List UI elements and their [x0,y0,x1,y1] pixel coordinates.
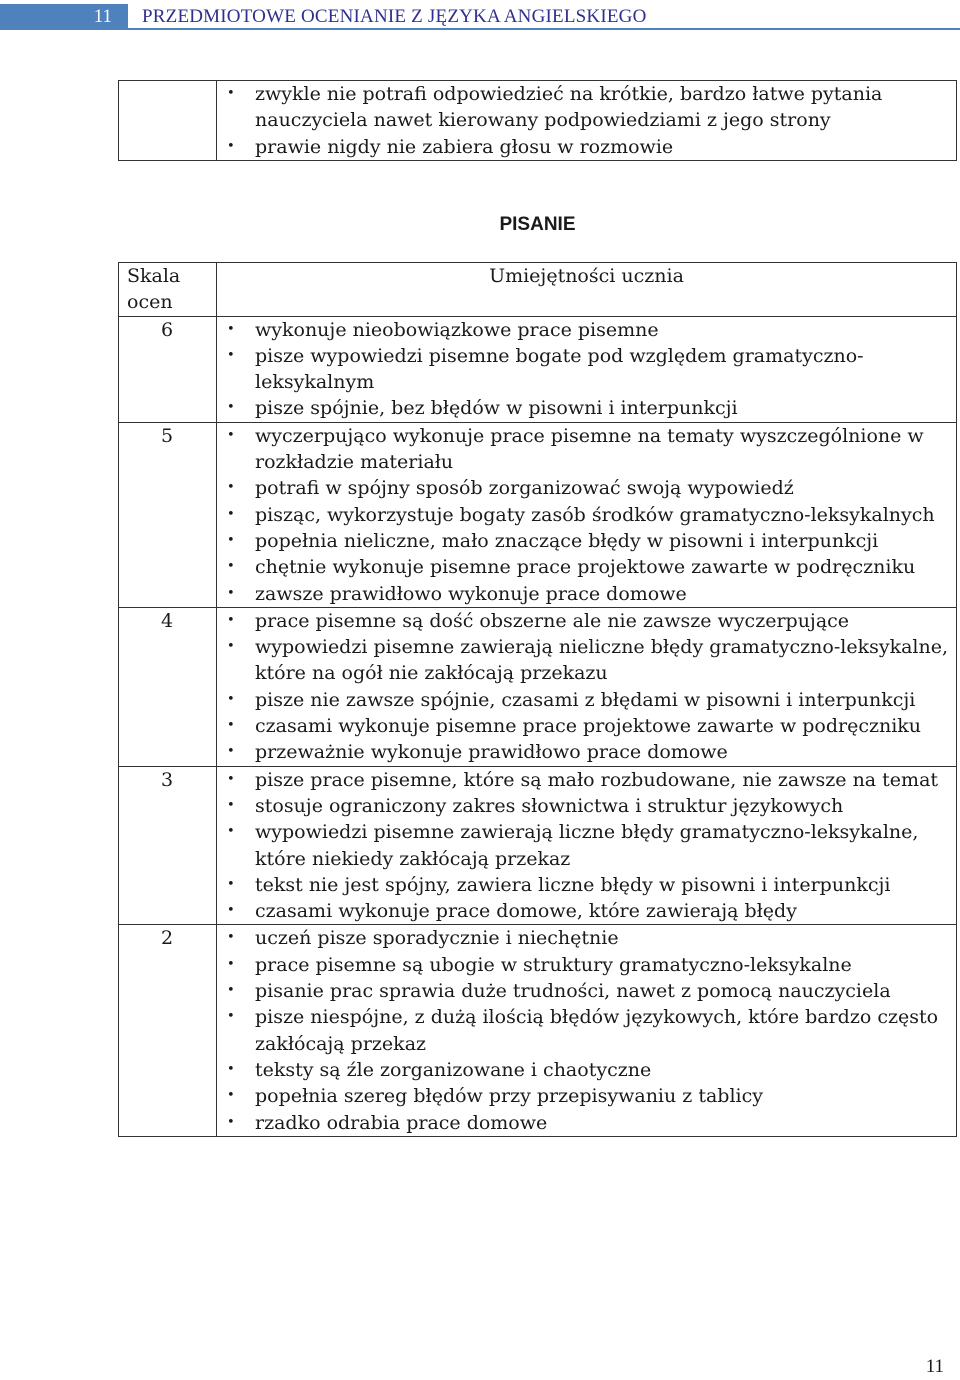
list-item-text: wyczerpująco wykonuje prace pisemne na tematy wyszczególnione w rozkładzie materiału [255,424,924,474]
skills-cell [217,766,957,925]
list-item [227,395,956,421]
list-item-text: popełnia nieliczne, mało znaczące błędy w pisowni i interpunkcji [255,529,879,552]
table-row [119,766,957,925]
list-item [227,898,956,924]
bullet-icon: • [227,1088,235,1104]
bullet-icon: • [227,691,235,707]
skills-cell [217,81,957,161]
list-item [227,925,956,951]
list-item-text: czasami wykonuje prace domowe, które zawierają błędy [255,900,797,923]
list-item [227,952,956,978]
bullet-icon: • [227,956,235,972]
footer-page-number: 11 [925,1356,944,1377]
skills-list [217,81,956,160]
list-item [227,475,956,501]
header-rule [128,28,960,30]
section-title: PISANIE [499,214,576,235]
grade-cell: 5 [119,422,217,607]
list-item-text: tekst nie jest spójny, zawiera liczne błędy w pisowni i interpunkcji [255,873,891,896]
list-item-text: prace pisemne są dość obszerne ale nie zawsze wyczerpujące [255,609,850,632]
list-item [227,554,956,580]
bullet-icon: • [227,1009,235,1025]
list-item [227,134,956,160]
bullet-icon: • [227,1114,235,1130]
column-header-scale: Skala ocen [119,263,217,317]
bullet-icon: • [227,321,235,337]
bullet-icon: • [227,903,235,919]
list-item [227,713,956,739]
bullet-icon: • [227,427,235,443]
grade-cell [119,81,217,161]
continued-table [118,80,957,161]
bullet-icon: • [227,559,235,575]
bullet-icon: • [227,86,235,101]
bullet-icon: • [227,983,235,999]
column-header-skills: Umiejętności ucznia [217,263,957,317]
list-item-text: zawsze prawidłowo wykonuje prace domowe [255,582,687,605]
list-item-text: pisze nie zawsze spójnie, czasami z błędami w pisowni i interpunkcji [255,688,916,711]
list-item [227,1057,956,1083]
list-item-text: pisze wypowiedzi pisemne bogate pod względem gramatyczno-leksykalnym [255,344,864,394]
bullet-icon: • [227,585,235,601]
bullet-icon: • [227,718,235,734]
list-item [227,317,956,343]
list-item [227,872,956,898]
list-item [227,581,956,607]
list-item-text: pisze prace pisemne, które są mało rozbudowane, nie zawsze na temat [255,768,939,791]
skills-list [217,317,956,422]
table-row [119,81,957,161]
list-item [227,634,956,687]
bullet-icon: • [227,138,235,154]
table-row [119,422,957,607]
skills-list [217,767,956,925]
list-item [227,528,956,554]
skills-cell [217,925,957,1136]
list-item-text: pisze niespójne, z dużą ilością błędów językowych, które bardzo często zakłócają przekaz [255,1006,939,1055]
bullet-icon: • [227,1061,235,1077]
list-item [227,1083,956,1109]
list-item-text: pisanie prac sprawia duże trudności, nawet z pomocą nauczyciela [255,980,891,1003]
list-item-text: wykonuje nieobowiązkowe prace pisemne [255,318,659,341]
list-item-text: zwykle nie potrafi odpowiedzieć na krótkie, bardzo łatwe pytania nauczyciela nawet kierowany podpowiedziami z jego strony [255,83,883,132]
grade-cell: 3 [119,766,217,925]
list-item-text: rzadko odrabia prace domowe [255,1111,548,1134]
bullet-icon: • [227,639,235,655]
skills-cell [217,607,957,766]
list-item [227,687,956,713]
table-row [119,316,957,422]
bullet-icon: • [227,824,235,840]
list-item [227,1004,956,1057]
list-item-text: teksty są źle zorganizowane i chaotyczne [255,1058,652,1081]
list-item-text: prace pisemne są ubogie w struktury gramatyczno-leksykalne [255,953,852,976]
header-title: PRZEDMIOTOWE OCENIANIE Z JĘZYKA ANGIELSKIEGO [142,6,647,27]
writing-grades-table [118,262,957,1137]
list-item-text: prawie nigdy nie zabiera głosu w rozmowie [255,135,674,158]
list-item [227,343,956,396]
list-item-text: popełnia szereg błędów przy przepisywaniu z tablicy [255,1085,763,1108]
list-item-text: potrafi w spójny sposób zorganizować swoją wypowiedź [255,477,794,500]
list-item [227,81,956,134]
skills-list [217,608,956,766]
list-item-text: wypowiedzi pisemne zawierają liczne błędy gramatyczno-leksykalne, które niekiedy zakłócają przekaz [255,821,919,870]
bullet-icon: • [227,744,235,760]
list-item-text: przeważnie wykonuje prawidłowo prace domowe [255,741,728,764]
list-item-text: pisząc, wykorzystuje bogaty zasób środków gramatyczno-leksykalnych [255,503,935,526]
list-item [227,793,956,819]
header-page-number: 11 [0,4,128,30]
bullet-icon: • [227,771,235,787]
list-item [227,739,956,765]
table-row [119,925,957,1136]
bullet-icon: • [227,930,235,946]
table-row [119,607,957,766]
list-item-text: stosuje ograniczony zakres słownictwa i struktur językowych [255,794,844,817]
skills-cell [217,316,957,422]
list-item-text: chętnie wykonuje pisemne prace projektowe zawarte w podręczniku [255,556,916,579]
grade-cell: 2 [119,925,217,1136]
bullet-icon: • [227,506,235,522]
grade-cell: 6 [119,316,217,422]
bullet-icon: • [227,400,235,416]
skills-list [217,925,956,1135]
list-item-text: czasami wykonuje pisemne prace projektowe zawarte w podręczniku [255,715,922,738]
list-item-text: uczeń pisze sporadycznie i niechętnie [255,927,619,950]
bullet-icon: • [227,797,235,813]
bullet-icon: • [227,876,235,892]
list-item [227,767,956,793]
list-item [227,608,956,634]
list-item [227,502,956,528]
bullet-icon: • [227,532,235,548]
bullet-icon: • [227,612,235,628]
list-item [227,423,956,476]
page-header [0,0,960,32]
list-item-text: wypowiedzi pisemne zawierają nieliczne błędy gramatyczno-leksykalne, które na ogół nie zakłócają przekazu [255,636,949,685]
grade-cell: 4 [119,607,217,766]
skills-list [217,423,956,607]
table-header-row [119,263,957,317]
skills-cell [217,422,957,607]
bullet-icon: • [227,347,235,363]
list-item [227,819,956,872]
list-item-text: pisze spójnie, bez błędów w pisowni i interpunkcji [255,397,738,420]
bullet-icon: • [227,480,235,496]
list-item [227,1110,956,1136]
list-item [227,978,956,1004]
